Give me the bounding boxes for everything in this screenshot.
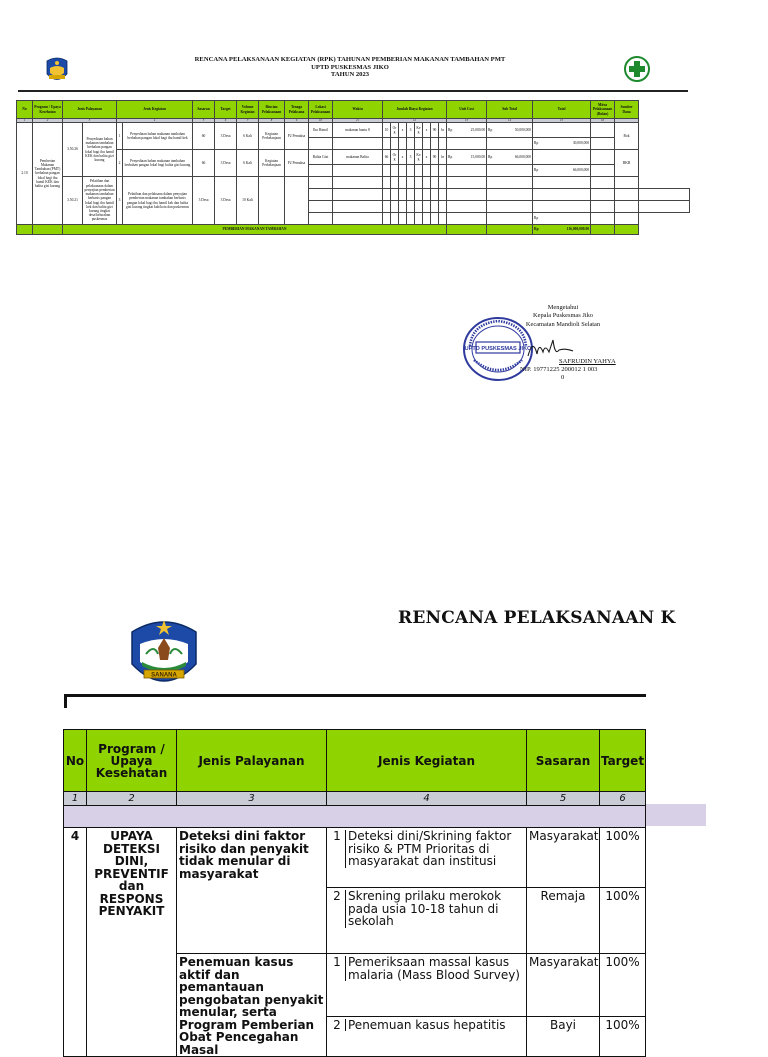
activity-volume: 6 Kali [237, 123, 259, 150]
table-row [17, 150, 690, 165]
header-service: Jenis Palayanan [63, 101, 117, 119]
zoom-header-rule [64, 694, 646, 697]
activity-target: 3 Desa [215, 177, 237, 225]
activity-num: 3 [117, 177, 123, 225]
rp-label: Rp [534, 168, 539, 173]
logo-year-text: 2003 [157, 683, 171, 689]
row-program: Pemberian Makanan Tambahan (PMT) berbahan pangan lokal bagi ibu hamil KEK dan balita gizi kurang [33, 123, 63, 225]
activity-time: makanan Balita [333, 150, 383, 165]
zoom-target: 100% [600, 828, 646, 888]
signatory-nip-cont: 0 [561, 374, 565, 381]
colnum: 5 [193, 119, 215, 123]
rp-label: Rp [448, 127, 453, 132]
footer-total [533, 225, 591, 235]
qty-cell: 10 [383, 123, 391, 138]
zoom-colnum: 2 [87, 792, 177, 806]
colnum: 16 [591, 119, 615, 123]
activity-name: Pelatihan dan pelaksana dalam penyajian pemberian makanan tambahan berbasis pangan lokal bagi ibu hamil kek dan balita gizi kurang tingkat kab/kota dan puskesmas [123, 177, 193, 225]
regency-logo [44, 55, 70, 85]
qty-cell: 90 [431, 123, 439, 138]
colnum: 13 [447, 119, 487, 123]
zoom-activity-text: Deteksi dini/Skrining faktor risiko & PTM Prioritas di masyarakat dan institusi [345, 830, 524, 868]
qty-cell: hr [439, 150, 447, 165]
zoom-target: 100% [600, 1016, 646, 1056]
unit-cost [447, 150, 487, 165]
zoom-target-group: Remaja [527, 888, 600, 954]
table-header-row [17, 101, 690, 119]
zoom-header-row [64, 730, 646, 792]
colnum: 9 [285, 119, 309, 123]
colnum: 8 [259, 119, 285, 123]
total-empty [533, 123, 591, 138]
zoom-activity-text: Skrening prilaku merokok pada usia 10-18 tahun di sekolah [345, 890, 524, 928]
colnum: 2 [33, 119, 63, 123]
unit-cost-value: 25,000.00 [470, 127, 486, 132]
zoom-header-program: Program / Upaya Kesehatan [87, 730, 177, 792]
rp-label: Rp [534, 227, 539, 232]
activity-target-group: 60 [193, 123, 215, 150]
activity-staff: P2 Pemaksa [285, 150, 309, 177]
zoom-colnum: 3 [177, 792, 327, 806]
row-service-b: Pelatihan dan pelaksanaan dalam penyajian pemberian makanan tambahan berbasis pangan lokal bagi ibu hamil kek dan balita gizi kurang tingkat desa/kelurahan puskesmas [83, 177, 117, 225]
footer-label: PEMBERIAN MAKANAN TAMBAHAN [63, 225, 447, 235]
zoom-activity-num: 2 [333, 1017, 341, 1032]
colnum: 11 [333, 119, 383, 123]
partner-empty [591, 123, 615, 138]
row-code-b: 3.50.21 [63, 177, 83, 225]
activity-target: 3 Desa [215, 123, 237, 150]
zoom-activity-num: 1 [333, 829, 341, 843]
title-line-2: UPTD PUSKESMAS JIKO [311, 63, 389, 71]
activity-num: 1 [117, 123, 123, 150]
zoom-activity-4 [327, 1016, 527, 1056]
qty-cell: Org [391, 123, 399, 138]
zoom-header-service: Jenis Palayanan [177, 730, 327, 792]
stamp-center-text: UPTD PUSKESMAS JIKO [464, 346, 532, 352]
table-row [17, 123, 690, 138]
zoom-table [63, 729, 646, 1057]
total-value: 66,000,000 [572, 168, 590, 173]
puskesmas-logo [624, 56, 650, 82]
zoom-activity-text: Pemeriksaan massal kasus malaria (Mass Blood Survey) [345, 956, 524, 981]
source: Bok [615, 123, 639, 150]
table-footer-row [17, 225, 690, 235]
colnum: 12 [383, 119, 447, 123]
header-no: No [17, 101, 33, 119]
activity-detail: Kegiatan Perbelanjaan [259, 150, 285, 177]
qty-cell: x [399, 123, 407, 138]
header-total: Total [533, 101, 591, 119]
zoom-header-no: No [64, 730, 87, 792]
zoom-activity-2 [327, 888, 527, 954]
header-staff: Tenaga Pelaksana [285, 101, 309, 119]
header-location: Lokasi Pelaksanaan [309, 101, 333, 119]
qty-cell: Keg [415, 123, 423, 138]
zoom-document-title: RENCANA PELAKSANAAN K [398, 608, 676, 628]
zoom-target-group: Masyarakat [527, 954, 600, 1017]
qty-cell: 90 [431, 150, 439, 165]
zoom-activity-1 [327, 828, 527, 888]
zoom-row-no: 4 [64, 828, 87, 1057]
colnum: 15 [533, 119, 591, 123]
sign-line-3: Kecamatan Mandioli Selatan [525, 320, 601, 328]
subtotal-value: 66,000,000 [514, 154, 532, 159]
subtotal [487, 123, 533, 138]
qty-cell: 3 [407, 150, 415, 165]
colnum: 6 [215, 119, 237, 123]
handwritten-signature [525, 334, 575, 360]
header-volume: Volume Kegiatan [237, 101, 259, 119]
unit-cost-value: 15,000.00 [470, 154, 486, 159]
zoom-band-row [64, 806, 646, 828]
zoom-column-number-row [64, 792, 646, 806]
activity-target: 3 Desa [215, 150, 237, 177]
qty-cell: 66 [383, 150, 391, 165]
header-target: Target [215, 101, 237, 119]
zoom-activity-num: 2 [333, 889, 341, 903]
colnum: 10 [309, 119, 333, 123]
zoom-activity-num: 1 [333, 955, 341, 969]
zoom-row-program: UPAYA DETEKSI DINI, PREVENTIF dan RESPONS PENYAKIT [87, 828, 177, 1057]
total [533, 165, 591, 177]
total [533, 213, 591, 225]
zoom-target-group: Bayi [527, 1016, 600, 1056]
source: BKB [615, 150, 639, 177]
document-title [150, 56, 550, 79]
zoom-target-group: Masyarakat [527, 828, 600, 888]
subtotal-value: 50,000,000 [514, 127, 532, 132]
header-subtotal: Sub Total [487, 101, 533, 119]
subtotal [487, 150, 533, 165]
zoom-header-target-group: Sasaran [527, 730, 600, 792]
zoom-colnum: 5 [527, 792, 600, 806]
zoom-header-target: Target [600, 730, 646, 792]
rp-label: Rp [534, 216, 539, 221]
zoom-colnum: 4 [327, 792, 527, 806]
activity-name: Penyediaan bahan makanan tambahan berbahan pangan lokal bagi ibu hamil kek [123, 123, 193, 150]
qty-cell: x [423, 150, 431, 165]
unit-cost [447, 123, 487, 138]
title-line-3: TAHUN 2023 [330, 71, 370, 79]
total [533, 138, 591, 150]
regency-logo-large [128, 614, 200, 694]
colnum: 1 [17, 119, 33, 123]
qty-cell: hr [439, 123, 447, 138]
activity-detail: Kegiatan Perbelanjaan [259, 123, 285, 150]
zoom-header-activity: Jenis Kegiatan [327, 730, 527, 792]
header-rule [18, 90, 688, 92]
colnum: 4 [117, 119, 193, 123]
qty-cell: Keg [415, 150, 423, 165]
activity-name: Penyediaan bahan makanan tambahan berbahan pangan lokal bagi balita gizi kurang [123, 150, 193, 177]
header-program: Program / Upaya Kesehatan [33, 101, 63, 119]
zoom-service-1: Deteksi dini faktor risiko dan penyakit tidak menular di masyarakat [177, 828, 327, 954]
rp-label: Rp [448, 154, 453, 159]
sign-line-1: Mengetahui [547, 304, 579, 311]
zoom-target: 100% [600, 888, 646, 954]
table-row [64, 828, 646, 888]
total-value: 30,000,000 [572, 141, 590, 146]
header-activity: Jenis Kegiatan [117, 101, 193, 119]
activity-target-group: 66 [193, 150, 215, 177]
zoom-target: 100% [600, 954, 646, 1017]
activity-staff: P2 Pemaksa [285, 123, 309, 150]
colnum: 14 [487, 119, 533, 123]
qty-cell: x [399, 150, 407, 165]
rpk-summary-table [16, 100, 690, 235]
rp-label: Rp [488, 127, 493, 132]
row-code-a: 3.50.26 [63, 123, 83, 177]
qty-cell: x [423, 123, 431, 138]
qty-cell: 3 [407, 123, 415, 138]
header-source: Sumber Dana [615, 101, 639, 119]
band-extension [645, 804, 706, 826]
activity-volume: 10 Kali [237, 177, 259, 225]
activity-time: makanan bantu 8 [333, 123, 383, 138]
header-cost: Jumlah Biaya Kegiatan [383, 101, 447, 119]
zoom-colnum: 1 [64, 792, 87, 806]
colnum: 3 [63, 119, 117, 123]
zoom-activity-text: Penemuan kasus hepatitis [345, 1019, 524, 1032]
signature-block [518, 304, 608, 329]
row-no: 2.10 [17, 123, 33, 225]
activity-target-group: 3 Desa [193, 177, 215, 225]
rp-label: Rp [534, 141, 539, 146]
footer-total-value: 116,000,000.00 [566, 227, 590, 232]
logo-banner-text: SANANA [151, 672, 177, 679]
activity-location: Balita Gizi [309, 150, 333, 165]
sign-line-2: Kepala Puskesmas Jiko [533, 312, 593, 320]
header-detail: Rincian Pelaksanaan [259, 101, 285, 119]
header-partner: Mitra Pelaksanaan (Bulan) [591, 101, 615, 119]
title-line-1: RENCANA PELAKSANAAN KEGIATAN (RPK) TAHUNAN PEMBERIAN MAKANAN TAMBAHAN PMT [194, 56, 506, 63]
signatory-name: SAFRUDIN YAHYA [559, 358, 616, 365]
zoom-colnum: 6 [600, 792, 646, 806]
zoom-header-rule-tick [64, 694, 67, 708]
header-unit-cost: Unit Cost [447, 101, 487, 119]
header-time: Waktu [333, 101, 383, 119]
signatory-nip: NIP. 19771225 200012 1 003 [520, 366, 598, 373]
activity-num: 2 [117, 150, 123, 177]
row-service-a: Penyediaan bahan makanan tambahan berbahan pangan lokal bagi ibu hamil KEK dan balita gizi kurang [83, 123, 117, 177]
table-row [17, 177, 690, 189]
zoom-activity-3 [327, 954, 527, 1017]
rp-label: Rp [488, 154, 493, 159]
zoom-service-2: Penemuan kasus aktif dan pemantauan pengobatan penyakit menular, serta Program Pemberian Obat Pencegahan Masal [177, 954, 327, 1057]
qty-cell: Org [391, 150, 399, 165]
colnum: 7 [237, 119, 259, 123]
header-target-group: Sasaran [193, 101, 215, 119]
activity-location: Ibu Hamil [309, 123, 333, 138]
activity-volume: 6 Kali [237, 150, 259, 177]
